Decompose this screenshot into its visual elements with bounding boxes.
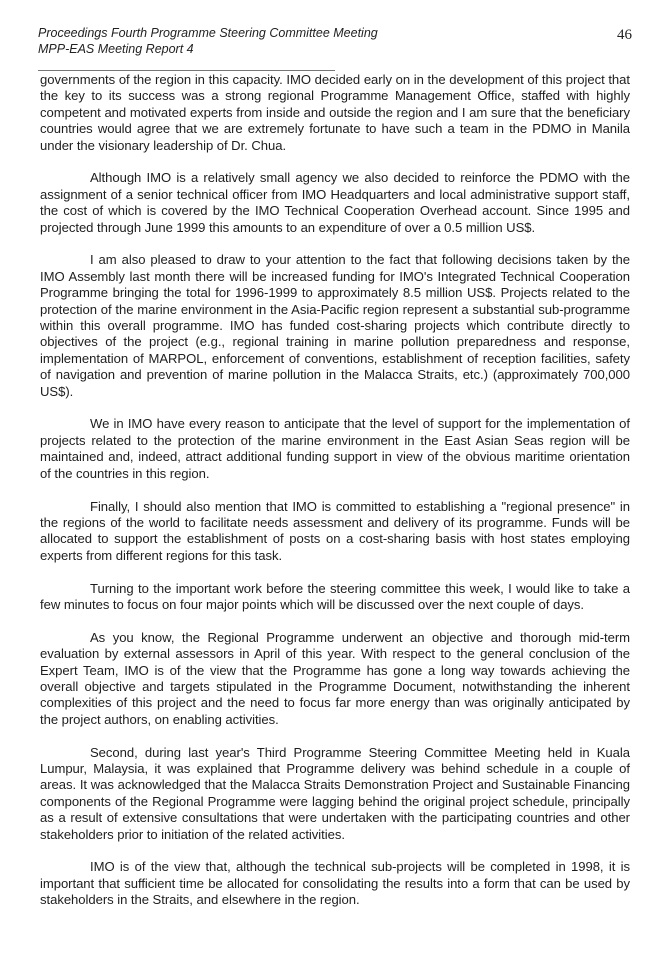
header-title: Proceedings Fourth Programme Steering Committee Meeting [38, 26, 378, 40]
header-report-id: MPP-EAS Meeting Report 4 [38, 42, 194, 56]
paragraph: IMO is of the view that, although the technical sub-projects will be completed in 1998, it is important that sufficient time be allocated for consolidating the results into a form that can be used by stakeholders in the Straits, and elsewhere in the region. [40, 859, 630, 908]
header-rule [38, 70, 335, 71]
paragraph: Although IMO is a relatively small agency we also decided to reinforce the PDMO with the assignment of a senior technical officer from IMO Headquarters and local administrative support staff, the cost of which is covered by the IMO Technical Cooperation Overhead account. Since 1995 and projected through June 1999 this amounts to an expenditure of over a 0.5 million US$. [40, 170, 630, 235]
running-header [38, 25, 638, 57]
paragraph: Finally, I should also mention that IMO is committed to establishing a "regional presence" in the regions of the world to facilitate needs assessment and delivery of its programme. Funds will be allocated to support the establishment of posts on a cost-sharing basis with host states employing experts from different regions for this task. [40, 498, 630, 563]
paragraph-continuation: governments of the region in this capacity. IMO decided early on in the development of this project that the key to its success was a strong regional Programme Management Office, staffed with highly competent and motivated experts from inside and outside the region and I am sure that the beneficiary countries would agree that we are extremely fortunate to have such a team in the PDMO in Manila under the visionary leadership of Dr. Chua. [40, 72, 630, 153]
paragraph: Turning to the important work before the steering committee this week, I would like to take a few minutes to focus on four major points which will be discussed over the next couple of days. [40, 580, 630, 612]
paragraph: We in IMO have every reason to anticipate that the level of support for the implementation of projects related to the protection of the marine environment in the East Asian Seas region will be maintained and, indeed, attract additional funding support in view of the obvious maritime orientation of the countries in this region. [40, 416, 630, 481]
paragraph: Second, during last year's Third Programme Steering Committee Meeting held in Kuala Lumpur, Malaysia, it was explained that Programme delivery was behind schedule in a couple of areas. It was acknowledged that the Malacca Straits Demonstration Project and Sustainable Financing components of the Regional Programme were lagging behind the original project schedule, principally as a result of extensive consultations that were undertaken with the participating countries and other stakeholders prior to initiation of the related activities. [40, 744, 630, 842]
paragraph: I am also pleased to draw to your attention to the fact that following decisions taken by the IMO Assembly last month there will be increased funding for IMO's Integrated Technical Cooperation Programme bringing the total for 1996-1999 to approximately 8.5 million US$. Projects related to the protection of the marine environment in the Asia-Pacific region represent a substantial sub-programme within this overall programme. IMO has funded cost-sharing projects which contribute directly to objectives of the project (e.g., regional training in marine pollution preparedness and response, implementation of MARPOL, enforcement of conventions, establishment of reception facilities, safety of navigation and prevention of marine pollution in the Malacca Straits, etc.) (approximately 700,000 US$). [40, 252, 630, 399]
body-text [40, 72, 630, 925]
page-number: 46 [617, 27, 632, 43]
paragraph: As you know, the Regional Programme underwent an objective and thorough mid-term evaluation by external assessors in April of this year. With respect to the general conclusion of the Expert Team, IMO is of the view that the Programme has gone a long way towards achieving the overall objective and targets stipulated in the Programme Document, notwithstanding the inherent complexities of this project and the need to focus far more energy than was originally anticipated by the project authors, on enabling activities. [40, 629, 630, 727]
